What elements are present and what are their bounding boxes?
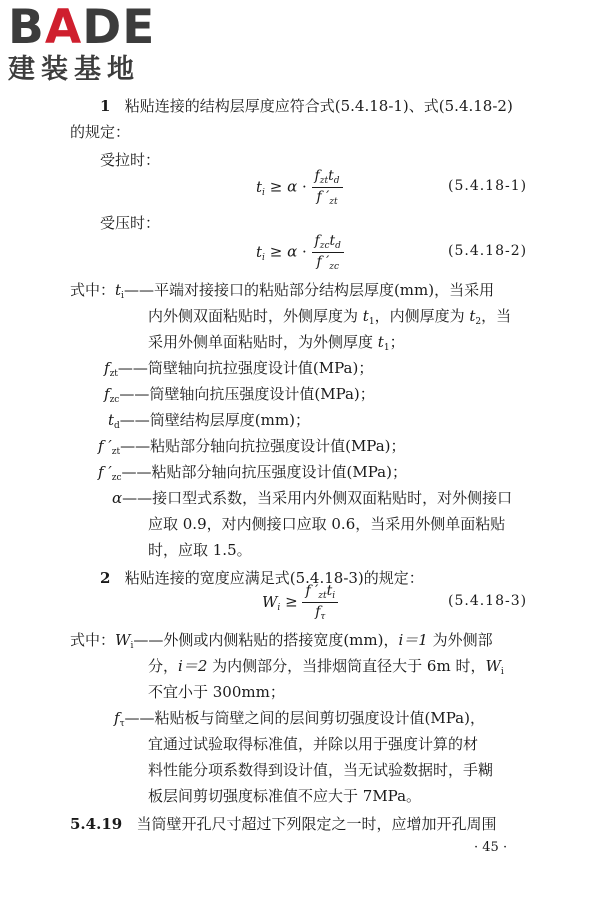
- item1-number: 1: [100, 97, 111, 115]
- alpha-definition-line-3: 时，应取 1.5。: [148, 541, 252, 559]
- compression-label: 受压时：: [100, 214, 161, 232]
- section-5-4-19: [70, 814, 497, 834]
- item1-text: 粘贴连接的结构层厚度应符合式(5.4.18-1)、式(5.4.18-2): [124, 97, 513, 115]
- td-definition: $t_d——$筒壁结构层厚度(mm)；: [108, 411, 310, 431]
- equation-1-fraction: $\frac{f_{zt}t_d}{f '_{zt}}$: [312, 168, 343, 207]
- equation-1: $t_i \ge \alpha$ · $\frac{f_{zt}t_d}{f '_{zt}}$: [256, 168, 343, 207]
- equation-3-fraction: $\frac{f '_{zt}t_i}{f_\tau}$: [302, 583, 338, 622]
- logo-brand: BADE: [8, 0, 156, 55]
- logo-subtitle: 建装基地: [8, 54, 140, 85]
- section-number: 5.4.19: [70, 815, 123, 833]
- ftau-definition-line-1: $f_\tau——$粘贴板与筒壁之间的层间剪切强度设计值(MPa)，: [114, 709, 485, 729]
- item2-text: 粘贴连接的宽度应满足式(5.4.18-3)的规定：: [124, 569, 424, 587]
- fzc-definition: $f_{zc}——$筒壁轴向抗压强度设计值(MPa)；: [104, 385, 375, 405]
- equation-3: $W_i$ ≥ $\frac{f '_{zt}t_i}{f_\tau}$: [262, 583, 338, 622]
- ftau-definition-line-2: 宜通过试验取得标准值，并除以用于强度计算的材: [148, 735, 479, 753]
- page-number: · 45 ·: [474, 840, 508, 855]
- equation-2-number: (5.4.18-2): [448, 243, 528, 259]
- wi-definition-line-3: 不宜小于 300mm；: [148, 683, 285, 701]
- logo-accent-letter: A: [44, 0, 83, 55]
- fzt-definition: $f_{zt}——$筒壁轴向抗拉强度设计值(MPa)；: [104, 359, 374, 379]
- ti-definition-line-2: 内外侧双面粘贴时，外侧厚度为 $t_1$，内侧厚度为 $t_2$，当: [148, 307, 512, 327]
- equation-2: $t_i \ge \alpha$ · $\frac{f_{zc}t_d}{f '_{zc}}$: [256, 233, 344, 272]
- ftau-definition-line-3: 料性能分项系数得到设计值，当无试验数据时，手糊: [148, 761, 494, 779]
- fprime-zt-definition: f $'_{zt}——$粘贴部分轴向抗拉强度设计值(MPa)；: [98, 437, 406, 457]
- wi-definition-line-2: 分，i＝2 为内侧部分，当排烟筒直径大于 6m 时，$W_i$: [148, 657, 504, 677]
- alpha-definition-line-2: 应取 0.9，对内侧接口应取 0.6，当采用外侧单面粘贴: [148, 515, 506, 533]
- tension-label: 受拉时：: [100, 151, 161, 169]
- item1-paragraph: [100, 96, 513, 116]
- wi-definition-line-1: 式中：$W_i——$外侧或内侧粘贴的搭接宽度(mm)，i＝1 为外侧部: [70, 631, 493, 651]
- equation-1-number: (5.4.18-1): [448, 178, 528, 194]
- item1-continuation: 的规定：: [70, 123, 131, 141]
- ftau-definition-line-4: 板层间剪切强度标准值不应大于 7MPa。: [148, 787, 422, 805]
- geq-symbol: ≥: [269, 177, 283, 196]
- bade-logo: [6, 2, 186, 88]
- fprime-zc-definition: f $'_{zc}——$粘贴部分轴向抗压强度设计值(MPa)；: [98, 463, 407, 483]
- equation-3-number: (5.4.18-3): [448, 593, 528, 609]
- section-text: 当筒壁开孔尺寸超过下列限定之一时，应增加开孔周围: [136, 815, 497, 833]
- ti-definition-line-1: 式中：$t_i——$平端对接接口的粘贴部分结构层厚度(mm)，当采用: [70, 281, 495, 301]
- ti-definition-line-3: 采用外侧单面粘贴时，为外侧厚度 $t_1$；: [148, 333, 405, 353]
- item2-number: 2: [100, 569, 111, 587]
- equation-2-fraction: $\frac{f_{zc}t_d}{f '_{zc}}$: [312, 233, 344, 272]
- alpha-definition-line-1: α——接口型式系数，当采用内外侧双面粘贴时，对外侧接口: [112, 489, 513, 507]
